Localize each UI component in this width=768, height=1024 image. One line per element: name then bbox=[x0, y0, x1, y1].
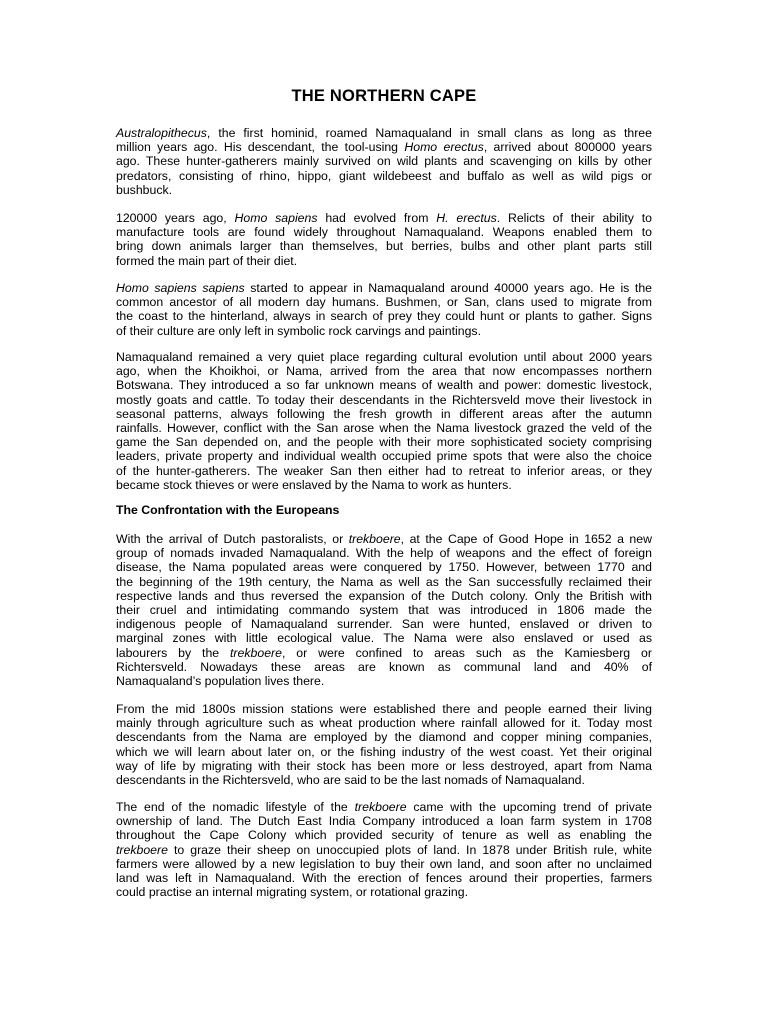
text-line bbox=[116, 281, 652, 295]
text-run: descendants from the Nama are employed by the diamond and copper mining companies, bbox=[116, 730, 652, 745]
text-line bbox=[116, 169, 652, 183]
text-line bbox=[116, 393, 652, 407]
text-line bbox=[116, 407, 652, 421]
text-run: , or were confined to areas such as the Kamiesberg or bbox=[281, 645, 652, 660]
text-run: With the arrival of Dutch pastoralists, or bbox=[116, 532, 349, 546]
italic-term: Australopithecus bbox=[116, 126, 207, 140]
text-run: ago, when the Khoikhoi, or Nama, arrived from the area that now encompasses northern bbox=[116, 364, 652, 379]
text-line bbox=[116, 449, 652, 463]
text-line bbox=[116, 435, 652, 449]
text-run: ago. These hunter-gatherers mainly survived on wild plants and scavenging on kills by other bbox=[116, 154, 652, 169]
text-line bbox=[116, 378, 652, 392]
text-line bbox=[116, 546, 652, 560]
text-line bbox=[116, 745, 652, 759]
text-run: common ancestor of all modern day humans. Bushmen, or San, clans used to migrate from bbox=[116, 295, 652, 310]
text-run: to graze their sheep on unoccupied plots of land. In 1878 under British rule, white bbox=[167, 842, 652, 857]
text-run: respective lands and thus reversed the expansion of the Dutch colony. Only the British with bbox=[116, 588, 652, 603]
text-line bbox=[116, 324, 652, 338]
text-line bbox=[116, 674, 652, 688]
text-run: formed the main part of their diet. bbox=[116, 253, 298, 268]
text-line bbox=[116, 814, 652, 828]
text-line bbox=[116, 364, 652, 378]
text-run: Namaqualand remained a very quiet place regarding cultural evolution until about 2000 years bbox=[116, 350, 652, 364]
text-line bbox=[116, 759, 652, 773]
text-line bbox=[116, 421, 652, 435]
text-line bbox=[116, 295, 652, 309]
text-line bbox=[116, 702, 652, 716]
text-run: the beginning of the 19th century, the Nama as well as the San successfully reclaimed their bbox=[116, 574, 652, 589]
text-line bbox=[116, 560, 652, 574]
text-run: leaders, private property and individual wealth occupied prime spots that were also the choice bbox=[116, 449, 652, 464]
text-line bbox=[116, 309, 652, 323]
text-run: Botswana. They introduced a so far unknown means of wealth and power: domestic livestock, bbox=[116, 378, 652, 393]
text-run: bring down animals larger than themselves, but berries, bulbs and other plant parts still bbox=[116, 239, 652, 254]
text-run: The end of the nomadic lifestyle of the bbox=[116, 800, 355, 814]
text-run: indigenous people of Namaqualand surrender. San were hunted, enslaved or driven to bbox=[116, 617, 652, 632]
text-run: of the hunter-gatherers. The weaker San then either had to retreat to inferior areas, or they bbox=[116, 463, 652, 478]
text-run: mostly goats and cattle. To today their descendants in the Richtersveld move their livestock in bbox=[116, 392, 652, 407]
text-run: labourers by the bbox=[116, 645, 231, 660]
text-run: Richtersveld. Nowadays these areas are known as communal land and 40% of bbox=[116, 659, 652, 674]
text-line bbox=[116, 464, 652, 478]
text-run: mainly through agriculture such as wheat production where rainfall allowed for it. Today most bbox=[116, 716, 652, 731]
text-run: descendants in the Richtersveld, who are said to be the last nomads of Namaqualand. bbox=[116, 772, 585, 787]
text-run: land was left in Namaqualand. With the erection of fences around their properties, farmers bbox=[116, 870, 652, 885]
text-line bbox=[116, 350, 652, 364]
section-heading: The Confrontation with the Europeans bbox=[116, 503, 340, 517]
text-run: . Relicts of their ability to bbox=[496, 211, 652, 225]
paragraph-4 bbox=[116, 350, 652, 492]
italic-term: Homo sapiens bbox=[234, 211, 318, 225]
italic-term: Homo sapiens sapiens bbox=[116, 281, 245, 295]
text-line bbox=[116, 589, 652, 603]
italic-term: trekboere bbox=[354, 800, 407, 814]
text-run: became stock thieves or were enslaved by the Nama to work as hunters. bbox=[116, 477, 512, 492]
paragraph-2 bbox=[116, 211, 652, 268]
italic-term: Homo erectus bbox=[404, 140, 484, 155]
italic-term: trekboere bbox=[230, 645, 282, 660]
text-run: throughout the Cape Colony which provided security of tenure as well as enabling the bbox=[116, 828, 652, 843]
text-run: the coast to the hinterland, always in search of prey they could hunt or plants to gather. Signs bbox=[116, 309, 652, 324]
text-run: ownership of land. The Dutch East India Company introduced a loan farm system in 1708 bbox=[116, 814, 652, 829]
text-line bbox=[116, 254, 652, 268]
text-run: way of life by migrating with their stock has been more or less destroyed, apart from Nama bbox=[116, 758, 652, 773]
text-run: their cruel and intimidating commando system that was introduced in 1806 made the bbox=[116, 602, 652, 617]
italic-term: trekboere bbox=[348, 532, 401, 546]
text-run: had evolved from bbox=[317, 211, 437, 225]
text-line bbox=[116, 631, 652, 645]
text-run: could practise an internal migrating system, or rotational grazing. bbox=[116, 885, 468, 900]
text-line bbox=[116, 843, 652, 857]
text-run: came with the upcoming trend of private bbox=[406, 800, 652, 814]
text-run: 120000 years ago, bbox=[116, 211, 235, 225]
text-run: From the mid 1800s mission stations were established there and people earned their living bbox=[116, 702, 652, 716]
text-line bbox=[116, 828, 652, 842]
text-line bbox=[116, 532, 652, 546]
text-run: million years ago. His descendant, the tool-using bbox=[116, 140, 405, 155]
text-run: marginal zones with little ecological value. The Nama were also enslaved or used as bbox=[116, 631, 652, 646]
text-run: seasonal patterns, always following the fresh growth in different areas after the autumn bbox=[116, 406, 652, 421]
text-line bbox=[116, 857, 652, 871]
text-run: of their culture are only left in symbolic rock carvings and paintings. bbox=[116, 323, 481, 338]
text-line bbox=[116, 646, 652, 660]
text-line bbox=[116, 800, 652, 814]
text-run: bushbuck. bbox=[116, 182, 173, 197]
text-run: , at the Cape of Good Hope in 1652 a new bbox=[400, 532, 652, 546]
italic-term: trekboere bbox=[116, 842, 168, 857]
paragraph-6 bbox=[116, 702, 652, 787]
text-line bbox=[116, 885, 652, 899]
paragraph-5 bbox=[116, 532, 652, 688]
text-line bbox=[116, 575, 652, 589]
text-line bbox=[116, 225, 652, 239]
text-run: predators, consisting of rhino, hippo, giant wildebeest and buffalo as well as wild pigs or bbox=[116, 168, 652, 183]
text-line bbox=[116, 154, 652, 168]
text-line bbox=[116, 478, 652, 492]
text-line bbox=[116, 183, 652, 197]
text-run: which we will learn about later on, or the fishing industry of the west coast. Yet their original bbox=[116, 744, 652, 759]
text-line bbox=[116, 603, 652, 617]
text-line bbox=[116, 773, 652, 787]
text-run: group of nomads invaded Namaqualand. With the help of weapons and the effect of foreign bbox=[116, 546, 652, 561]
paragraph-3 bbox=[116, 281, 652, 338]
text-line bbox=[116, 211, 652, 225]
text-run: manufacture tools are found widely throughout Namaqualand. Weapons enabled them to bbox=[116, 225, 652, 240]
text-run: farmers were allowed by a new legislation to buy their own land, and soon after no unclaimed bbox=[116, 856, 652, 871]
text-run: , arrived about 800000 years bbox=[483, 140, 653, 155]
text-run: disease, the Nama populated areas were conquered by 1750. However, between 1770 and bbox=[116, 560, 652, 575]
page-title: THE NORTHERN CAPE bbox=[291, 87, 477, 105]
text-line bbox=[116, 126, 652, 140]
italic-term: H. erectus bbox=[436, 211, 497, 225]
text-line bbox=[116, 239, 652, 253]
text-run: Namaqualand’s population lives there. bbox=[116, 673, 325, 688]
paragraph-1 bbox=[116, 126, 652, 197]
text-line bbox=[116, 140, 652, 154]
text-line bbox=[116, 730, 652, 744]
paragraph-7 bbox=[116, 800, 652, 899]
text-line bbox=[116, 617, 652, 631]
text-line bbox=[116, 660, 652, 674]
text-run: started to appear in Namaqualand around 40000 years ago. He is the bbox=[244, 281, 652, 295]
text-run: rainfalls. However, conflict with the San arose when the Nama livestock grazed the veld of the bbox=[116, 420, 652, 435]
text-line bbox=[116, 871, 652, 885]
text-line bbox=[116, 716, 652, 730]
text-run: , the first hominid, roamed Namaqualand in small clans as long as three bbox=[206, 126, 652, 140]
text-run: game the San depended on, and the people with their more sophisticated society comprising bbox=[116, 435, 652, 450]
